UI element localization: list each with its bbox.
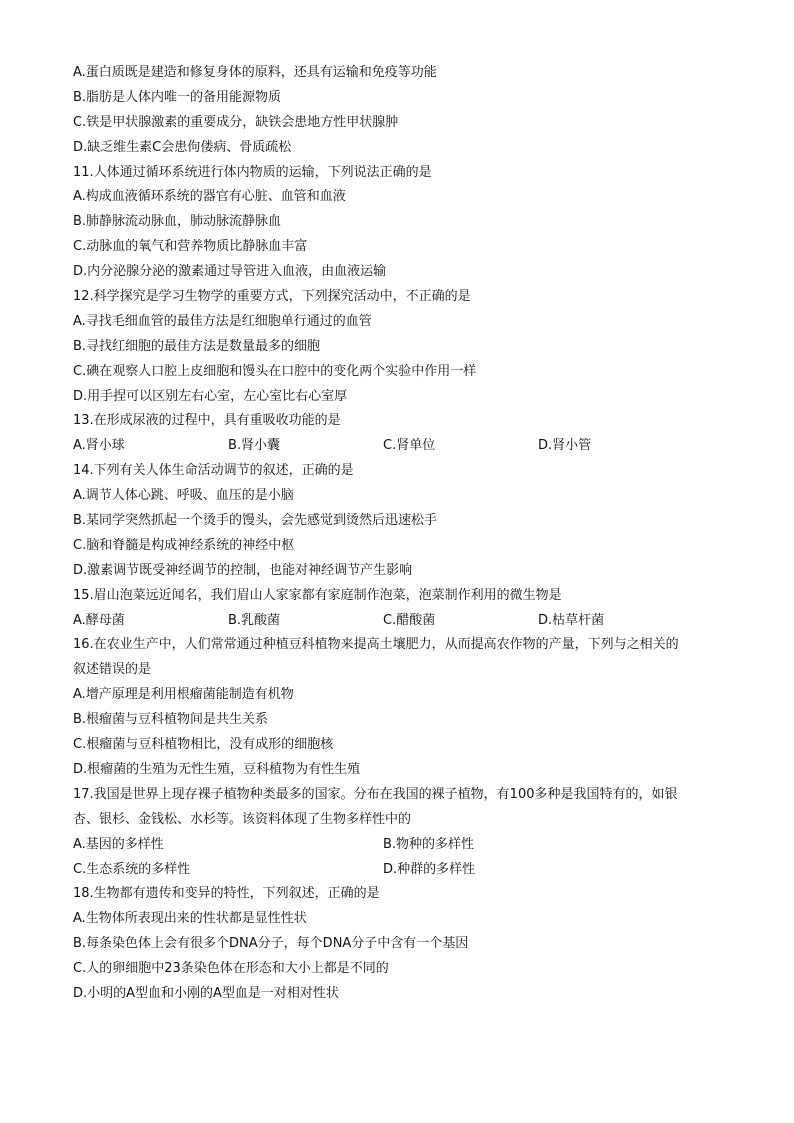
q14-stem: 14.下列有关人体生命活动调节的叙述，正确的是	[73, 463, 354, 479]
q12-option-d: D.用手捏可以区别左右心室，左心室比右心室厚	[73, 388, 348, 404]
q17-stem-line-1: 17.我国是世界上现存裸子植物种类最多的国家。分布在我国的裸子植物，有100多种是我国特有的，如银	[73, 786, 678, 802]
q13-option-d: D.肾小管	[538, 438, 592, 454]
q18-option-b: B.每条染色体上会有很多个DNA分子，每个DNA分子中含有一个基因	[73, 936, 469, 952]
q11-option-b: B.肺静脉流动脉血，肺动脉流静脉血	[73, 214, 282, 230]
q10-option-b: B.脂肪是人体内唯一的备用能源物质	[73, 89, 282, 105]
q16-option-c: C.根瘤菌与豆科植物相比，没有成形的细胞核	[73, 737, 334, 753]
q10-option-c: C.铁是甲状腺激素的重要成分，缺铁会患地方性甲状腺肿	[73, 114, 399, 130]
q15-stem: 15.眉山泡菜远近闻名，我们眉山人家家都有家庭制作泡菜，泡菜制作利用的微生物是	[73, 587, 562, 603]
q15-option-a: A.酵母菌	[73, 612, 125, 628]
q17-options-row-2	[73, 858, 733, 883]
q18-option-a: A.生物体所表现出来的性状都是显性性状	[73, 911, 307, 927]
q16-option-b: B.根瘤菌与豆科植物间是共生关系	[73, 712, 269, 728]
q16-option-d: D.根瘤菌的生殖为无性生殖，豆科植物为有性生殖	[73, 761, 361, 777]
q17-option-b: B.物种的多样性	[383, 836, 475, 852]
q10-option-d: D.缺乏维生素C会患佝偻病、骨质疏松	[73, 139, 292, 155]
q17-options-row-1	[73, 833, 733, 858]
q17-option-d: D.种群的多样性	[383, 861, 476, 877]
q15-option-c: C.醋酸菌	[383, 612, 436, 628]
q11-option-d: D.内分泌腺分泌的激素通过导管进入血液，由血液运输	[73, 264, 387, 280]
q18-option-d: D.小明的A型血和小刚的A型血是一对相对性状	[73, 985, 339, 1001]
q15-option-d: D.枯草杆菌	[538, 612, 605, 628]
q17-option-c: C.生态系统的多样性	[73, 861, 191, 877]
q13-option-b: B.肾小囊	[228, 438, 281, 454]
q13-option-c: C.肾单位	[383, 438, 436, 454]
q16-option-a: A.增产原理是利用根瘤菌能制造有机物	[73, 687, 294, 703]
q14-option-b: B.某同学突然抓起一个烫手的馒头，会先感觉到烫然后迅速松手	[73, 513, 438, 529]
q11-stem: 11.人体通过循环系统进行体内物质的运输，下列说法正确的是	[73, 164, 432, 180]
q11-option-a: A.构成血液循环系统的器官有心脏、血管和血液	[73, 189, 346, 205]
q13-stem: 13.在形成尿液的过程中，具有重吸收功能的是	[73, 413, 341, 429]
exam-page	[73, 61, 733, 1007]
q14-option-a: A.调节人体心跳、呼吸、血压的是小脑	[73, 488, 294, 504]
q18-option-c: C.人的卵细胞中23条染色体在形态和大小上都是不同的	[73, 961, 389, 977]
q10-option-a: A.蛋白质既是建造和修复身体的原料，还具有运输和免疫等功能	[73, 65, 437, 80]
q17-option-a: A.基因的多样性	[73, 836, 164, 852]
q17-stem-line-2: 杏、银杉、金钱松、水杉等。该资料体现了生物多样性中的	[73, 811, 412, 827]
q11-option-c: C.动脉血的氧气和营养物质比静脉血丰富	[73, 239, 308, 255]
q13-option-a: A.肾小球	[73, 438, 125, 454]
q13-options	[73, 434, 733, 459]
q15-option-b: B.乳酸菌	[228, 612, 281, 628]
q12-stem: 12.科学探究是学习生物学的重要方式，下列探究活动中，不正确的是	[73, 289, 471, 305]
q14-option-c: C.脑和脊髓是构成神经系统的神经中枢	[73, 537, 295, 553]
q12-option-a: A.寻找毛细血管的最佳方法是红细胞单行通过的血管	[73, 313, 372, 329]
q12-option-b: B.寻找红细胞的最佳方法是数量最多的细胞	[73, 338, 321, 354]
q18-stem: 18.生物都有遗传和变异的特性，下列叙述，正确的是	[73, 886, 380, 902]
q15-options	[73, 609, 733, 634]
q12-option-c: C.碘在观察人口腔上皮细胞和馒头在口腔中的变化两个实验中作用一样	[73, 363, 477, 379]
q14-option-d: D.激素调节既受神经调节的控制，也能对神经调节产生影响	[73, 562, 413, 578]
q16-stem-line-2: 叙述错误的是	[73, 662, 152, 678]
q16-stem-line-1: 16.在农业生产中，人们常常通过种植豆科植物来提高土壤肥力，从而提高农作物的产量，下列与之相关的	[73, 637, 679, 653]
